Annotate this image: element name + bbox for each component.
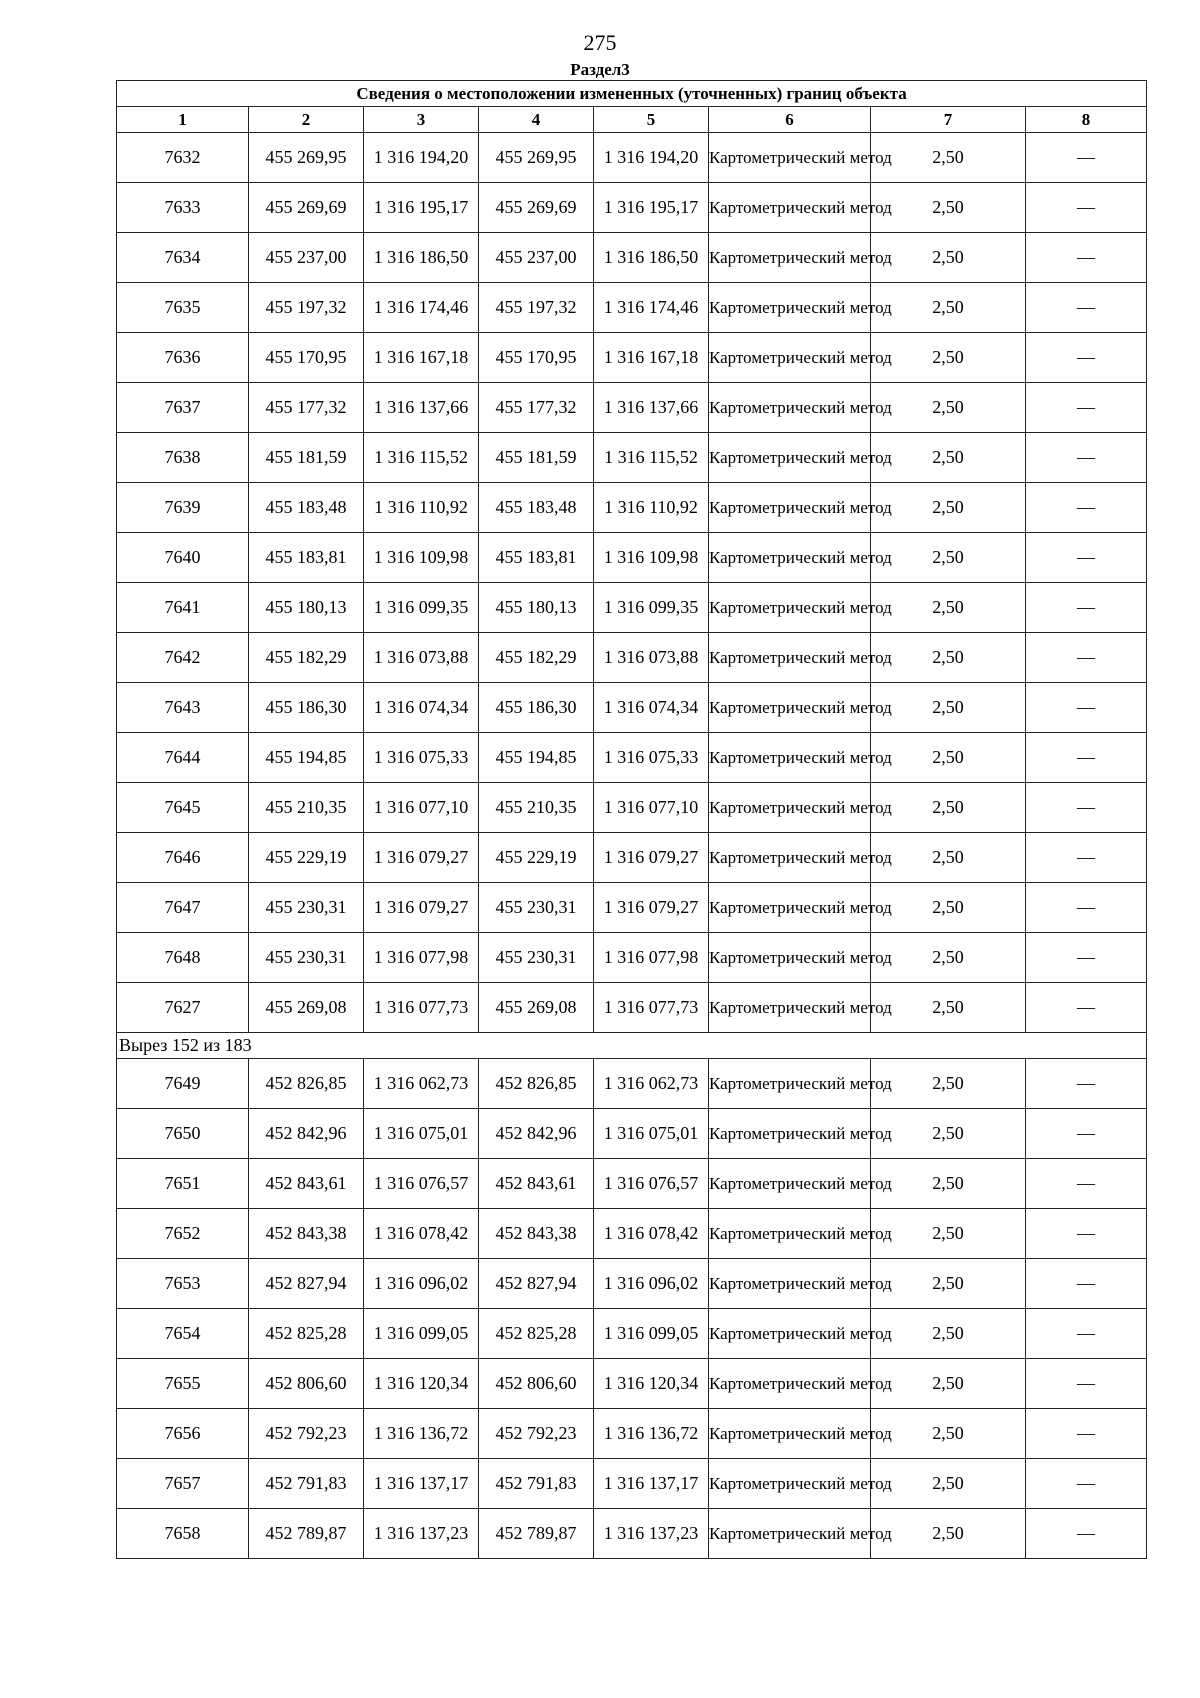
description-cell: — <box>1026 933 1147 983</box>
table-row <box>117 883 1147 933</box>
description-cell: — <box>1026 483 1147 533</box>
table-row <box>117 433 1147 483</box>
accuracy-cell: 2,50 <box>871 633 1026 683</box>
description-cell: — <box>1026 883 1147 933</box>
x-old-cell: 452 791,83 <box>249 1459 364 1509</box>
description-cell: — <box>1026 1109 1147 1159</box>
accuracy-cell: 2,50 <box>871 933 1026 983</box>
description-cell: — <box>1026 1409 1147 1459</box>
description-cell: — <box>1026 1259 1147 1309</box>
x-old-cell: 455 186,30 <box>249 683 364 733</box>
method-cell: Картометрический метод <box>709 1259 871 1309</box>
x-old-cell: 452 806,60 <box>249 1359 364 1409</box>
method-cell: Картометрический метод <box>709 633 871 683</box>
table-row <box>117 1109 1147 1159</box>
accuracy-cell: 2,50 <box>871 833 1026 883</box>
description-cell: — <box>1026 233 1147 283</box>
accuracy-cell: 2,50 <box>871 983 1026 1033</box>
accuracy-cell: 2,50 <box>871 1359 1026 1409</box>
description-cell: — <box>1026 583 1147 633</box>
x-old-cell: 455 183,81 <box>249 533 364 583</box>
y-new-cell: 1 316 136,72 <box>594 1409 709 1459</box>
x-old-cell: 452 825,28 <box>249 1309 364 1359</box>
table-row <box>117 1259 1147 1309</box>
description-cell: — <box>1026 433 1147 483</box>
table-caption-row <box>117 81 1147 107</box>
x-old-cell: 455 197,32 <box>249 283 364 333</box>
y-old-cell: 1 316 110,92 <box>364 483 479 533</box>
x-new-cell: 455 182,29 <box>479 633 594 683</box>
column-number: 8 <box>1026 107 1147 133</box>
y-new-cell: 1 316 109,98 <box>594 533 709 583</box>
table-body <box>117 133 1147 1559</box>
accuracy-cell: 2,50 <box>871 733 1026 783</box>
column-number: 4 <box>479 107 594 133</box>
method-cell: Картометрический метод <box>709 183 871 233</box>
table-row <box>117 1409 1147 1459</box>
x-new-cell: 452 792,23 <box>479 1409 594 1459</box>
y-new-cell: 1 316 167,18 <box>594 333 709 383</box>
table-row <box>117 483 1147 533</box>
x-old-cell: 455 230,31 <box>249 883 364 933</box>
y-old-cell: 1 316 109,98 <box>364 533 479 583</box>
accuracy-cell: 2,50 <box>871 283 1026 333</box>
table-row <box>117 1209 1147 1259</box>
description-cell: — <box>1026 533 1147 583</box>
accuracy-cell: 2,50 <box>871 1509 1026 1559</box>
table-row <box>117 683 1147 733</box>
y-old-cell: 1 316 077,10 <box>364 783 479 833</box>
description-cell: — <box>1026 1459 1147 1509</box>
y-old-cell: 1 316 074,34 <box>364 683 479 733</box>
description-cell: — <box>1026 133 1147 183</box>
x-old-cell: 455 269,69 <box>249 183 364 233</box>
table-row <box>117 1159 1147 1209</box>
cutout-row <box>117 1033 1147 1059</box>
y-old-cell: 1 316 194,20 <box>364 133 479 183</box>
x-old-cell: 455 194,85 <box>249 733 364 783</box>
y-new-cell: 1 316 077,98 <box>594 933 709 983</box>
accuracy-cell: 2,50 <box>871 1459 1026 1509</box>
table-row <box>117 1359 1147 1409</box>
x-old-cell: 455 269,95 <box>249 133 364 183</box>
y-old-cell: 1 316 137,23 <box>364 1509 479 1559</box>
accuracy-cell: 2,50 <box>871 1259 1026 1309</box>
table-row <box>117 233 1147 283</box>
description-cell: — <box>1026 1209 1147 1259</box>
x-old-cell: 452 827,94 <box>249 1259 364 1309</box>
method-cell: Картометрический метод <box>709 533 871 583</box>
y-new-cell: 1 316 174,46 <box>594 283 709 333</box>
method-cell: Картометрический метод <box>709 1159 871 1209</box>
description-cell: — <box>1026 1359 1147 1409</box>
y-old-cell: 1 316 174,46 <box>364 283 479 333</box>
y-old-cell: 1 316 077,98 <box>364 933 479 983</box>
method-cell: Картометрический метод <box>709 1059 871 1109</box>
boundary-table <box>116 80 1147 1559</box>
y-new-cell: 1 316 137,66 <box>594 383 709 433</box>
accuracy-cell: 2,50 <box>871 433 1026 483</box>
description-cell: — <box>1026 183 1147 233</box>
description-cell: — <box>1026 983 1147 1033</box>
y-new-cell: 1 316 110,92 <box>594 483 709 533</box>
method-cell: Картометрический метод <box>709 583 871 633</box>
point-number-cell: 7658 <box>117 1509 249 1559</box>
y-new-cell: 1 316 120,34 <box>594 1359 709 1409</box>
point-number-cell: 7644 <box>117 733 249 783</box>
column-number: 5 <box>594 107 709 133</box>
cutout-label: Вырез 152 из 183 <box>117 1033 1147 1059</box>
x-old-cell: 455 170,95 <box>249 333 364 383</box>
y-old-cell: 1 316 078,42 <box>364 1209 479 1259</box>
method-cell: Картометрический метод <box>709 1509 871 1559</box>
y-new-cell: 1 316 074,34 <box>594 683 709 733</box>
y-old-cell: 1 316 099,05 <box>364 1309 479 1359</box>
point-number-cell: 7634 <box>117 233 249 283</box>
table-row <box>117 733 1147 783</box>
description-cell: — <box>1026 1159 1147 1209</box>
y-new-cell: 1 316 076,57 <box>594 1159 709 1209</box>
method-cell: Картометрический метод <box>709 783 871 833</box>
method-cell: Картометрический метод <box>709 983 871 1033</box>
table-row <box>117 183 1147 233</box>
table-row <box>117 1059 1147 1109</box>
method-cell: Картометрический метод <box>709 1109 871 1159</box>
description-cell: — <box>1026 383 1147 433</box>
point-number-cell: 7650 <box>117 1109 249 1159</box>
x-new-cell: 452 843,38 <box>479 1209 594 1259</box>
point-number-cell: 7647 <box>117 883 249 933</box>
description-cell: — <box>1026 1059 1147 1109</box>
point-number-cell: 7633 <box>117 183 249 233</box>
method-cell: Картометрический метод <box>709 833 871 883</box>
description-cell: — <box>1026 683 1147 733</box>
description-cell: — <box>1026 283 1147 333</box>
point-number-cell: 7641 <box>117 583 249 633</box>
x-old-cell: 452 843,38 <box>249 1209 364 1259</box>
method-cell: Картометрический метод <box>709 283 871 333</box>
method-cell: Картометрический метод <box>709 933 871 983</box>
x-new-cell: 455 181,59 <box>479 433 594 483</box>
y-old-cell: 1 316 120,34 <box>364 1359 479 1409</box>
y-old-cell: 1 316 073,88 <box>364 633 479 683</box>
y-new-cell: 1 316 073,88 <box>594 633 709 683</box>
table-row <box>117 333 1147 383</box>
section-title: Раздел3 <box>570 60 630 79</box>
method-cell: Картометрический метод <box>709 333 871 383</box>
x-new-cell: 452 843,61 <box>479 1159 594 1209</box>
method-cell: Картометрический метод <box>709 433 871 483</box>
y-old-cell: 1 316 075,33 <box>364 733 479 783</box>
point-number-cell: 7639 <box>117 483 249 533</box>
y-new-cell: 1 316 099,35 <box>594 583 709 633</box>
x-old-cell: 455 181,59 <box>249 433 364 483</box>
point-number-cell: 7652 <box>117 1209 249 1259</box>
y-old-cell: 1 316 099,35 <box>364 583 479 633</box>
y-old-cell: 1 316 079,27 <box>364 883 479 933</box>
method-cell: Картометрический метод <box>709 1359 871 1409</box>
x-new-cell: 455 197,32 <box>479 283 594 333</box>
accuracy-cell: 2,50 <box>871 233 1026 283</box>
page-number: 275 <box>583 30 617 55</box>
x-old-cell: 452 842,96 <box>249 1109 364 1159</box>
method-cell: Картометрический метод <box>709 1209 871 1259</box>
point-number-cell: 7640 <box>117 533 249 583</box>
x-new-cell: 455 229,19 <box>479 833 594 883</box>
description-cell: — <box>1026 783 1147 833</box>
x-new-cell: 455 269,69 <box>479 183 594 233</box>
y-new-cell: 1 316 079,27 <box>594 833 709 883</box>
x-old-cell: 452 826,85 <box>249 1059 364 1109</box>
x-old-cell: 455 180,13 <box>249 583 364 633</box>
point-number-cell: 7655 <box>117 1359 249 1409</box>
x-new-cell: 455 170,95 <box>479 333 594 383</box>
column-number-row <box>117 107 1147 133</box>
x-new-cell: 455 230,31 <box>479 933 594 983</box>
accuracy-cell: 2,50 <box>871 783 1026 833</box>
point-number-cell: 7642 <box>117 633 249 683</box>
y-old-cell: 1 316 076,57 <box>364 1159 479 1209</box>
x-old-cell: 452 843,61 <box>249 1159 364 1209</box>
point-number-cell: 7648 <box>117 933 249 983</box>
accuracy-cell: 2,50 <box>871 183 1026 233</box>
method-cell: Картометрический метод <box>709 233 871 283</box>
method-cell: Картометрический метод <box>709 133 871 183</box>
table-caption: Сведения о местоположении измененных (уточненных) границ объекта <box>117 81 1147 107</box>
method-cell: Картометрический метод <box>709 1309 871 1359</box>
method-cell: Картометрический метод <box>709 733 871 783</box>
y-new-cell: 1 316 137,17 <box>594 1459 709 1509</box>
column-number: 6 <box>709 107 871 133</box>
x-old-cell: 455 229,19 <box>249 833 364 883</box>
y-new-cell: 1 316 075,33 <box>594 733 709 783</box>
x-old-cell: 455 230,31 <box>249 933 364 983</box>
y-new-cell: 1 316 096,02 <box>594 1259 709 1309</box>
method-cell: Картометрический метод <box>709 1459 871 1509</box>
table-row <box>117 533 1147 583</box>
point-number-cell: 7651 <box>117 1159 249 1209</box>
point-number-cell: 7636 <box>117 333 249 383</box>
table-row <box>117 1459 1147 1509</box>
x-new-cell: 452 827,94 <box>479 1259 594 1309</box>
accuracy-cell: 2,50 <box>871 583 1026 633</box>
y-old-cell: 1 316 096,02 <box>364 1259 479 1309</box>
x-old-cell: 452 792,23 <box>249 1409 364 1459</box>
method-cell: Картометрический метод <box>709 883 871 933</box>
y-new-cell: 1 316 186,50 <box>594 233 709 283</box>
x-old-cell: 455 269,08 <box>249 983 364 1033</box>
point-number-cell: 7646 <box>117 833 249 883</box>
table-row <box>117 933 1147 983</box>
y-new-cell: 1 316 195,17 <box>594 183 709 233</box>
point-number-cell: 7635 <box>117 283 249 333</box>
point-number-cell: 7657 <box>117 1459 249 1509</box>
point-number-cell: 7654 <box>117 1309 249 1359</box>
method-cell: Картометрический метод <box>709 1409 871 1459</box>
y-new-cell: 1 316 099,05 <box>594 1309 709 1359</box>
x-new-cell: 455 230,31 <box>479 883 594 933</box>
x-old-cell: 455 237,00 <box>249 233 364 283</box>
accuracy-cell: 2,50 <box>871 383 1026 433</box>
x-new-cell: 452 842,96 <box>479 1109 594 1159</box>
x-new-cell: 452 826,85 <box>479 1059 594 1109</box>
y-old-cell: 1 316 062,73 <box>364 1059 479 1109</box>
column-number: 3 <box>364 107 479 133</box>
accuracy-cell: 2,50 <box>871 1159 1026 1209</box>
y-old-cell: 1 316 075,01 <box>364 1109 479 1159</box>
point-number-cell: 7638 <box>117 433 249 483</box>
point-number-cell: 7632 <box>117 133 249 183</box>
x-new-cell: 455 269,08 <box>479 983 594 1033</box>
table-row <box>117 633 1147 683</box>
y-new-cell: 1 316 075,01 <box>594 1109 709 1159</box>
table-row <box>117 583 1147 633</box>
table-row <box>117 1509 1147 1559</box>
x-new-cell: 455 183,48 <box>479 483 594 533</box>
y-old-cell: 1 316 115,52 <box>364 433 479 483</box>
x-old-cell: 452 789,87 <box>249 1509 364 1559</box>
y-old-cell: 1 316 195,17 <box>364 183 479 233</box>
accuracy-cell: 2,50 <box>871 1109 1026 1159</box>
accuracy-cell: 2,50 <box>871 483 1026 533</box>
method-cell: Картометрический метод <box>709 383 871 433</box>
y-new-cell: 1 316 077,10 <box>594 783 709 833</box>
method-cell: Картометрический метод <box>709 483 871 533</box>
accuracy-cell: 2,50 <box>871 133 1026 183</box>
x-new-cell: 452 825,28 <box>479 1309 594 1359</box>
method-cell: Картометрический метод <box>709 683 871 733</box>
y-new-cell: 1 316 077,73 <box>594 983 709 1033</box>
accuracy-cell: 2,50 <box>871 333 1026 383</box>
column-number: 7 <box>871 107 1026 133</box>
x-old-cell: 455 182,29 <box>249 633 364 683</box>
description-cell: — <box>1026 733 1147 783</box>
y-old-cell: 1 316 136,72 <box>364 1409 479 1459</box>
x-new-cell: 455 237,00 <box>479 233 594 283</box>
y-old-cell: 1 316 167,18 <box>364 333 479 383</box>
table-row <box>117 1309 1147 1359</box>
accuracy-cell: 2,50 <box>871 683 1026 733</box>
description-cell: — <box>1026 633 1147 683</box>
y-new-cell: 1 316 078,42 <box>594 1209 709 1259</box>
x-old-cell: 455 177,32 <box>249 383 364 433</box>
x-new-cell: 455 194,85 <box>479 733 594 783</box>
point-number-cell: 7653 <box>117 1259 249 1309</box>
point-number-cell: 7627 <box>117 983 249 1033</box>
accuracy-cell: 2,50 <box>871 1209 1026 1259</box>
accuracy-cell: 2,50 <box>871 1059 1026 1109</box>
x-new-cell: 452 789,87 <box>479 1509 594 1559</box>
y-old-cell: 1 316 077,73 <box>364 983 479 1033</box>
y-new-cell: 1 316 079,27 <box>594 883 709 933</box>
x-old-cell: 455 183,48 <box>249 483 364 533</box>
x-new-cell: 455 269,95 <box>479 133 594 183</box>
y-old-cell: 1 316 137,66 <box>364 383 479 433</box>
accuracy-cell: 2,50 <box>871 533 1026 583</box>
y-old-cell: 1 316 137,17 <box>364 1459 479 1509</box>
x-old-cell: 455 210,35 <box>249 783 364 833</box>
table-row <box>117 283 1147 333</box>
accuracy-cell: 2,50 <box>871 883 1026 933</box>
point-number-cell: 7643 <box>117 683 249 733</box>
x-new-cell: 452 791,83 <box>479 1459 594 1509</box>
y-old-cell: 1 316 186,50 <box>364 233 479 283</box>
y-new-cell: 1 316 062,73 <box>594 1059 709 1109</box>
column-number: 2 <box>249 107 364 133</box>
table-row <box>117 133 1147 183</box>
x-new-cell: 455 183,81 <box>479 533 594 583</box>
y-new-cell: 1 316 194,20 <box>594 133 709 183</box>
column-number: 1 <box>117 107 249 133</box>
point-number-cell: 7656 <box>117 1409 249 1459</box>
x-new-cell: 455 186,30 <box>479 683 594 733</box>
y-new-cell: 1 316 137,23 <box>594 1509 709 1559</box>
table-row <box>117 383 1147 433</box>
point-number-cell: 7637 <box>117 383 249 433</box>
point-number-cell: 7649 <box>117 1059 249 1109</box>
point-number-cell: 7645 <box>117 783 249 833</box>
table-row <box>117 983 1147 1033</box>
accuracy-cell: 2,50 <box>871 1409 1026 1459</box>
y-old-cell: 1 316 079,27 <box>364 833 479 883</box>
accuracy-cell: 2,50 <box>871 1309 1026 1359</box>
x-new-cell: 455 210,35 <box>479 783 594 833</box>
description-cell: — <box>1026 1309 1147 1359</box>
description-cell: — <box>1026 833 1147 883</box>
x-new-cell: 455 177,32 <box>479 383 594 433</box>
description-cell: — <box>1026 333 1147 383</box>
table-row <box>117 833 1147 883</box>
x-new-cell: 452 806,60 <box>479 1359 594 1409</box>
table-row <box>117 783 1147 833</box>
description-cell: — <box>1026 1509 1147 1559</box>
x-new-cell: 455 180,13 <box>479 583 594 633</box>
y-new-cell: 1 316 115,52 <box>594 433 709 483</box>
